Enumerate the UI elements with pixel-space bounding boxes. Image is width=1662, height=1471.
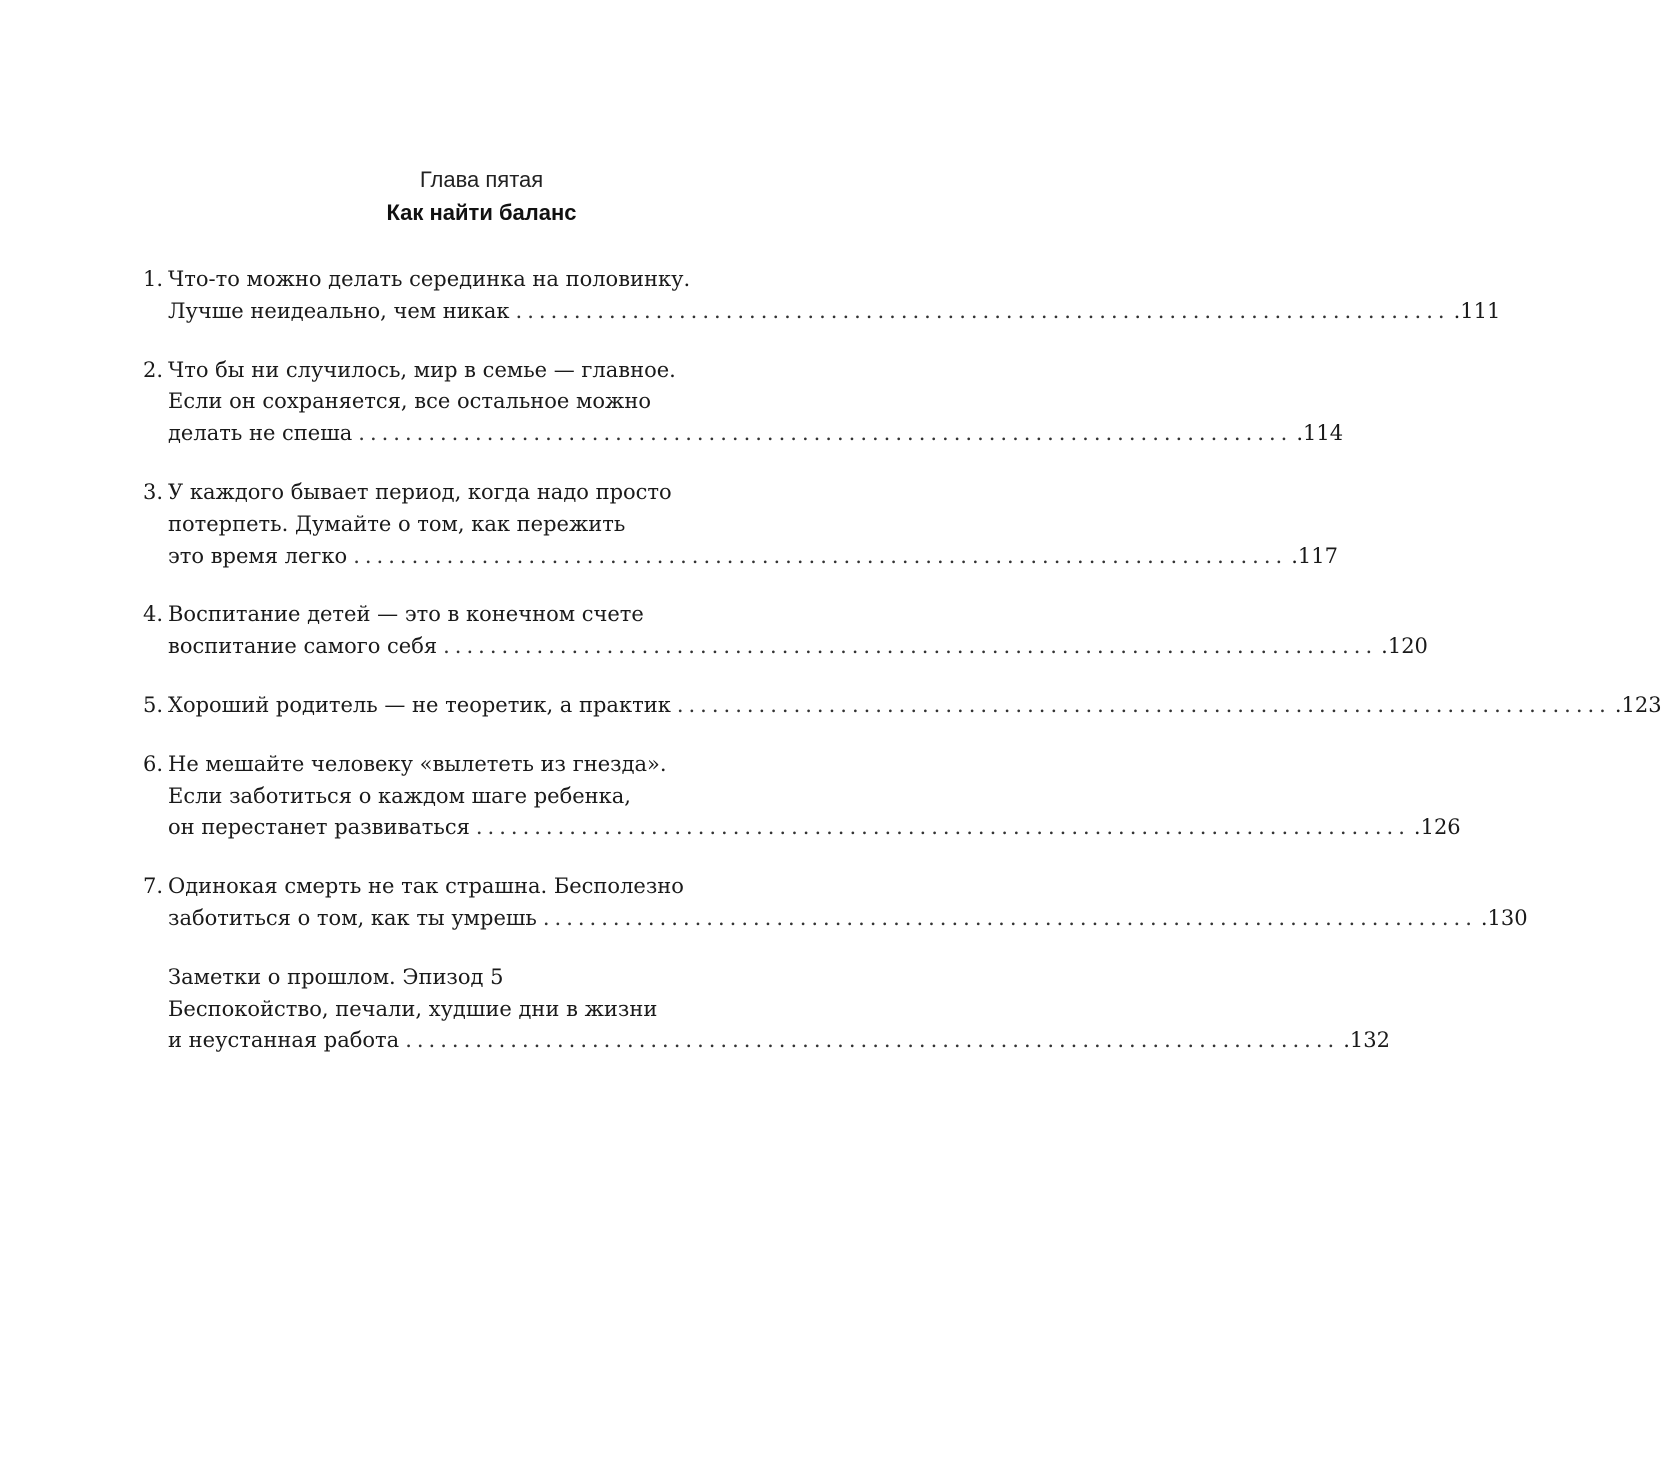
toc-entry-title: Одинокая смерть не так страшна. Бесполезно bbox=[168, 874, 684, 899]
toc-entry[interactable] bbox=[143, 355, 1344, 450]
toc-entry[interactable] bbox=[143, 264, 1501, 328]
chapter-title: Как найти баланс bbox=[386, 200, 577, 225]
toc-page-number: .117 bbox=[1291, 543, 1338, 568]
toc-entry-number: 2. bbox=[143, 357, 164, 382]
toc-entry-title: Если он сохраняется, все остальное можно bbox=[168, 389, 651, 414]
toc-entry-line bbox=[143, 599, 823, 631]
toc-entry-line bbox=[143, 812, 1461, 844]
toc-entry[interactable] bbox=[143, 690, 1662, 722]
toc-entry-title: Лучше неидеально, чем никак bbox=[168, 298, 510, 323]
toc-entry-number: 4. bbox=[143, 602, 164, 627]
toc-page-number: .120 bbox=[1381, 634, 1428, 659]
toc-page-number: .126 bbox=[1413, 815, 1461, 840]
toc-entry-title: Что бы ни случилось, мир в семье — главное. bbox=[168, 357, 676, 382]
toc-entry[interactable] bbox=[143, 477, 1338, 572]
toc-entry-number: 5. bbox=[143, 692, 164, 717]
toc-entry-line bbox=[143, 903, 1528, 935]
toc-entry-line bbox=[143, 871, 823, 903]
toc-entry-title: Хороший родитель — не теоретик, а практик bbox=[168, 692, 671, 717]
toc-entry-line bbox=[143, 355, 823, 387]
toc-page-number: .130 bbox=[1480, 905, 1528, 930]
chapter-label: Глава пятая bbox=[419, 167, 544, 192]
toc-entry-line bbox=[143, 1025, 1390, 1057]
toc-page-number: .123 bbox=[1614, 692, 1662, 717]
toc-entry-title: потерпеть. Думайте о том, как пережить bbox=[168, 511, 626, 536]
toc-entry-title: заботиться о том, как ты умрешь bbox=[168, 905, 537, 930]
toc-entry-line bbox=[143, 509, 823, 541]
dot-leader: ................................................................................ bbox=[358, 421, 1293, 446]
toc-entry-title: Если заботиться о каждом шаге ребенка, bbox=[168, 783, 631, 808]
toc-entry[interactable] bbox=[143, 962, 1390, 1057]
toc-entry-line bbox=[143, 781, 823, 813]
toc-entry-title: У каждого бывает период, когда надо просто bbox=[168, 479, 672, 504]
toc-entry-line bbox=[143, 631, 1428, 663]
toc-entry-number: 7. bbox=[143, 874, 164, 899]
dot-leader: ................................................................................ bbox=[515, 298, 1450, 323]
toc-page-number: .114 bbox=[1296, 421, 1344, 446]
toc-entry-title: воспитание самого себя bbox=[168, 634, 438, 659]
toc-entry-title: Воспитание детей — это в конечном счете bbox=[168, 602, 644, 627]
toc-entry-title: это время легко bbox=[168, 543, 348, 568]
toc-entry[interactable] bbox=[143, 749, 1461, 844]
toc-entry-title: Что-то можно делать серединка на половинку. bbox=[168, 267, 691, 291]
dot-leader: ................................................................................ bbox=[475, 815, 1410, 840]
toc-entry-number: 3. bbox=[143, 479, 164, 504]
toc-entry-line bbox=[143, 749, 823, 781]
dot-leader: ................................................................................ bbox=[353, 543, 1288, 568]
toc-entry-line bbox=[143, 477, 823, 509]
toc-entry-line bbox=[143, 541, 1338, 573]
toc-entry-title: он перестанет развиваться bbox=[168, 815, 470, 840]
toc-entry-title: Беспокойство, печали, худшие дни в жизни bbox=[168, 996, 658, 1021]
toc-entry-line bbox=[143, 296, 1501, 328]
toc-page-number: .111 bbox=[1453, 298, 1501, 323]
toc-entry-number: 1. bbox=[143, 267, 164, 291]
toc-entry-line bbox=[143, 386, 823, 418]
toc-entry-line bbox=[143, 962, 823, 994]
toc-entry[interactable] bbox=[143, 599, 1428, 663]
toc-entry-number: 6. bbox=[143, 751, 164, 776]
toc-entry-title: делать не спеша bbox=[168, 421, 353, 446]
dot-leader: ................................................................................ bbox=[405, 1028, 1340, 1053]
toc-entry-title: и неустанная работа bbox=[168, 1028, 400, 1053]
toc-entry-title: Заметки о прошлом. Эпизод 5 bbox=[168, 964, 504, 989]
toc-entry-line bbox=[143, 994, 823, 1026]
toc-entry-line bbox=[143, 690, 1662, 722]
table-of-contents bbox=[143, 264, 1662, 1084]
dot-leader: ................................................................................ bbox=[542, 905, 1477, 930]
dot-leader: ................................................................................ bbox=[676, 692, 1611, 717]
dot-leader: ................................................................................ bbox=[443, 634, 1378, 659]
toc-page-number: .132 bbox=[1343, 1028, 1390, 1053]
toc-entry[interactable] bbox=[143, 871, 1528, 935]
toc-entry-line bbox=[143, 418, 1344, 450]
toc-entry-line bbox=[143, 264, 823, 296]
toc-entry-title: Не мешайте человеку «вылететь из гнезда». bbox=[168, 751, 667, 776]
